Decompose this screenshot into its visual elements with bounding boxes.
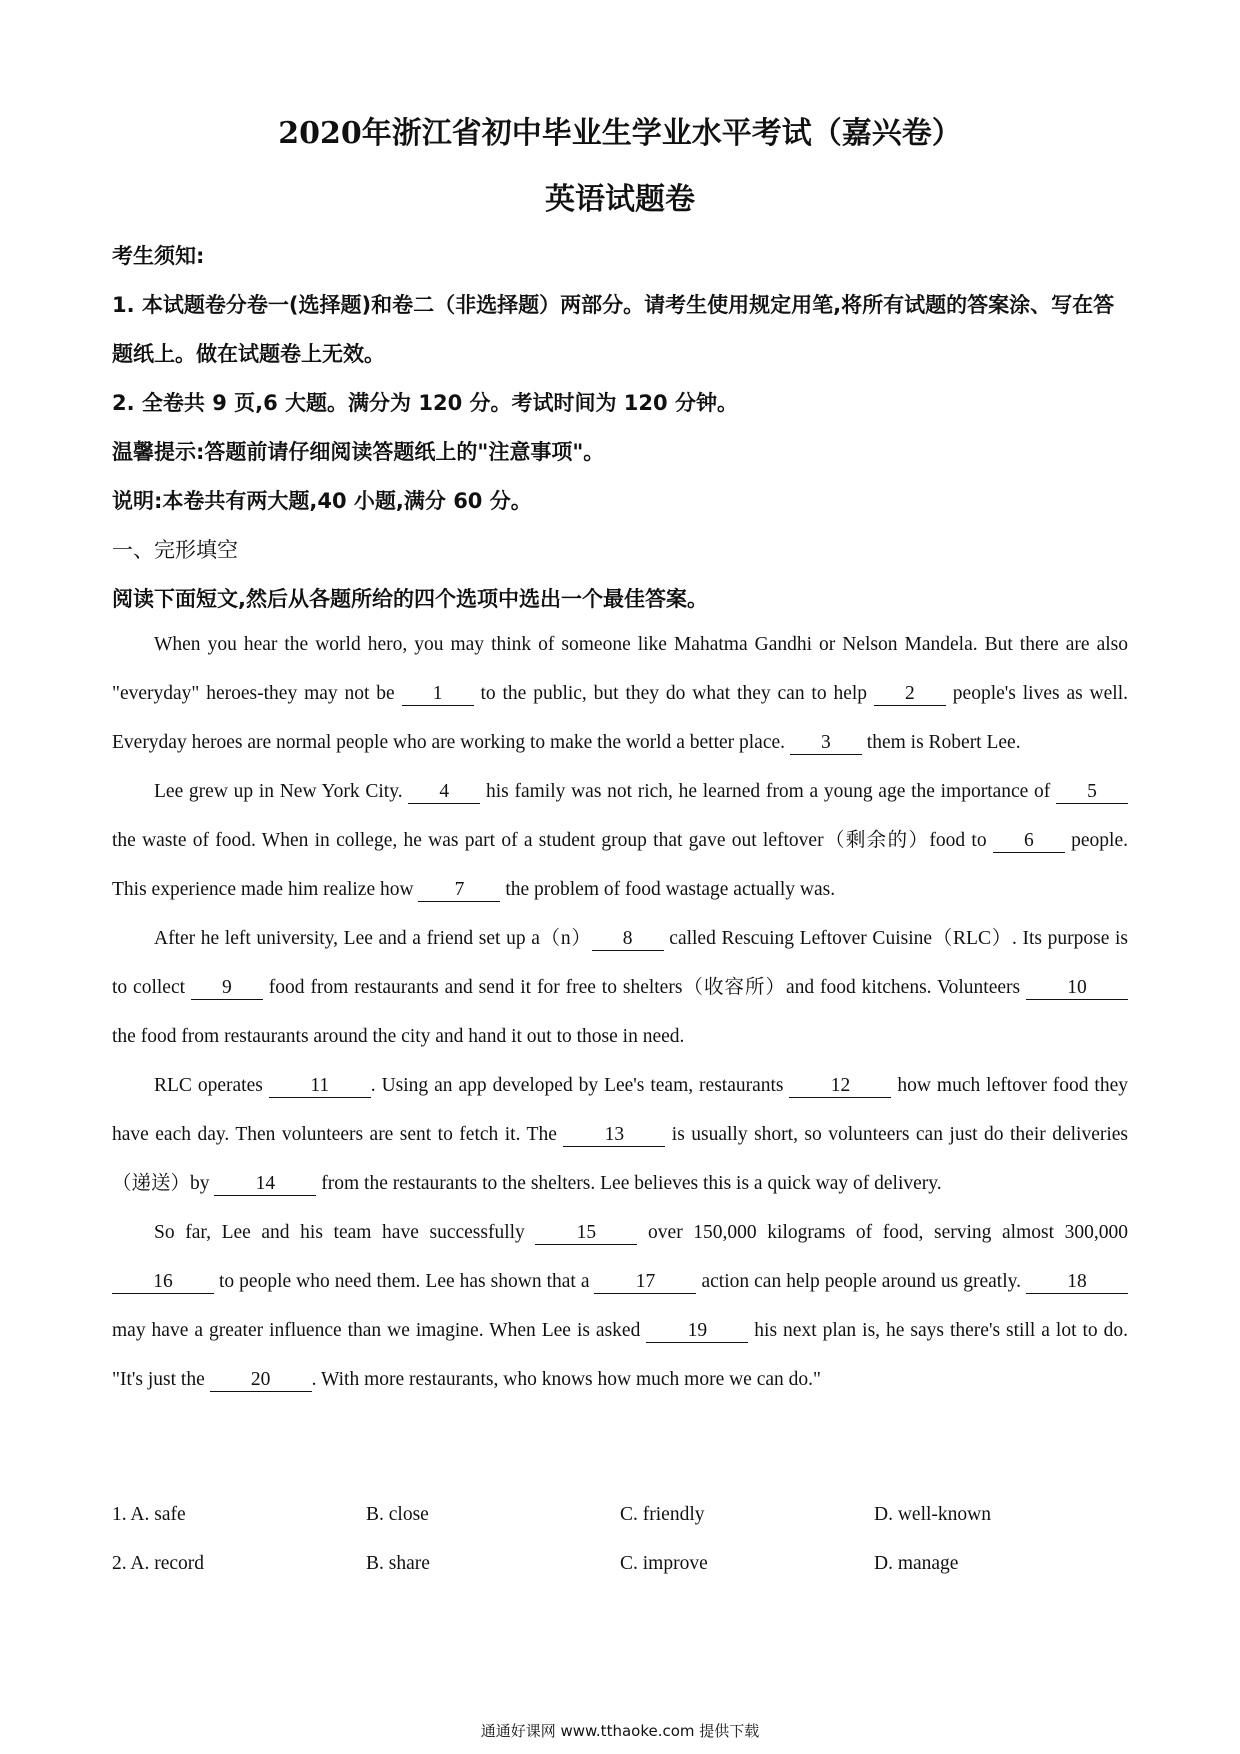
option: D. manage: [874, 1553, 959, 1574]
blank: 12: [789, 1075, 891, 1098]
passage-text: food from restaurants and send it for free to shelters（收容所）and food kitchens. Volunteers: [262, 977, 1026, 998]
passage-paragraph: [112, 620, 1128, 767]
cloze-passage: [112, 620, 1128, 1404]
blank: 16: [112, 1271, 214, 1294]
blank: 4: [408, 781, 480, 804]
blank: 7: [418, 879, 500, 902]
passage-paragraph: [112, 1208, 1128, 1404]
blank: 5: [1056, 781, 1128, 804]
blank: 17: [594, 1271, 696, 1294]
passage-text: the problem of food wastage actually was.: [500, 879, 836, 900]
passage-text: After he left university, Lee and a friend set up a（n）: [154, 928, 592, 949]
blank: 8: [592, 928, 664, 951]
option: C. improve: [620, 1553, 708, 1574]
option: B. close: [366, 1504, 429, 1525]
passage-text: people's lives as well. Everyday heroes are normal people who are working to make the world a better place.: [112, 683, 1129, 753]
passage-text: is usually short, so volunteers can just do their deliveries（递送）by: [112, 1124, 1129, 1194]
notes-heading: 考生须知:: [112, 244, 205, 268]
passage-text: people. This experience made him realize how: [112, 830, 1128, 900]
notes-tip: 温馨提示:答题前请仔细阅读答题纸上的"注意事项"。: [112, 440, 605, 464]
blank: 10: [1026, 977, 1128, 1000]
passage-text: the food from restaurants around the city and hand it out to those in need.: [112, 1026, 685, 1047]
passage-text: When you hear the world hero, you may think of someone like Mahatma Gandhi or Nelson Mandela. But there are also "everyday" heroes-they may not be: [112, 634, 1128, 704]
passage-text: called Rescuing Leftover Cuisine（RLC）. Its purpose is to collect: [112, 928, 1128, 998]
question-2-options: [112, 1539, 1128, 1588]
passage-paragraph: [112, 1061, 1128, 1208]
passage-text: may have a greater influence than we imagine. When Lee is asked: [112, 1320, 647, 1341]
passage-text: to people who need them. Lee has shown that a: [214, 1271, 595, 1292]
blank: 9: [191, 977, 263, 1000]
blank: 15: [535, 1222, 637, 1245]
option: 2. A. record: [112, 1553, 205, 1574]
candidate-notes: [112, 232, 1132, 624]
blank: 13: [563, 1124, 665, 1147]
blank: 19: [646, 1320, 748, 1343]
passage-text: over 150,000 kilograms of food, serving almost 300,000: [637, 1222, 1129, 1243]
passage-text: how much leftover food they have each day. Then volunteers are sent to fetch it. The: [112, 1075, 1129, 1145]
page-footer: 通通好课网 www.tthaoke.com 提供下载: [480, 1722, 760, 1740]
exam-subtitle: 英语试题卷: [545, 182, 695, 217]
option: D. well-known: [874, 1504, 991, 1525]
blank: 18: [1026, 1271, 1128, 1294]
blank: 11: [269, 1075, 371, 1098]
passage-paragraph: [112, 767, 1128, 914]
blank: 3: [790, 732, 862, 755]
passage-text: the waste of food. When in college, he was part of a student group that gave out leftover（剩余的）food to: [112, 830, 993, 851]
notes-explain: 说明:本卷共有两大题,40 小题,满分 60 分。: [112, 489, 532, 513]
passage-text: them is Robert Lee.: [861, 732, 1021, 753]
passage-text: . With more restaurants, who knows how much more we can do.": [311, 1369, 821, 1390]
notes-item-1: 1. 本试题卷分卷一(选择题)和卷二（非选择题）两部分。请考生使用规定用笔,将所有试题的答案涂、写在答题纸上。做在试题卷上无效。: [112, 293, 1115, 366]
passage-text: So far, Lee and his team have successfully: [154, 1222, 536, 1243]
blank: 20: [210, 1369, 312, 1392]
passage-text: RLC operates: [154, 1075, 269, 1096]
option: C. friendly: [620, 1504, 705, 1525]
passage-text: . Using an app developed by Lee's team, restaurants: [370, 1075, 790, 1096]
passage-text: action can help people around us greatly.: [696, 1271, 1027, 1292]
passage-paragraph: [112, 914, 1128, 1061]
notes-item-2: 2. 全卷共 9 页,6 大题。满分为 120 分。考试时间为 120 分钟。: [112, 391, 738, 415]
section-heading: 一、完形填空: [112, 538, 238, 562]
section-instruction: 阅读下面短文,然后从各题所给的四个选项中选出一个最佳答案。: [112, 587, 708, 611]
passage-text: Lee grew up in New York City.: [154, 781, 409, 802]
blank: 14: [214, 1173, 316, 1196]
passage-text: his family was not rich, he learned from a young age the importance of: [480, 781, 1056, 802]
answer-options: [112, 1490, 1128, 1588]
option: B. share: [366, 1553, 430, 1574]
passage-text: to the public, but they do what they can to help: [473, 683, 874, 704]
option: 1. A. safe: [112, 1504, 186, 1525]
passage-text: his next plan is, he says there's still a lot to do. "It's just the: [112, 1320, 1128, 1390]
blank: 1: [402, 683, 474, 706]
blank: 6: [993, 830, 1065, 853]
question-1-options: [112, 1490, 1128, 1539]
passage-text: from the restaurants to the shelters. Lee believes this is a quick way of delivery.: [316, 1173, 942, 1194]
exam-title: 2020年浙江省初中毕业生学业水平考试（嘉兴卷）: [278, 116, 962, 151]
blank: 2: [874, 683, 946, 706]
